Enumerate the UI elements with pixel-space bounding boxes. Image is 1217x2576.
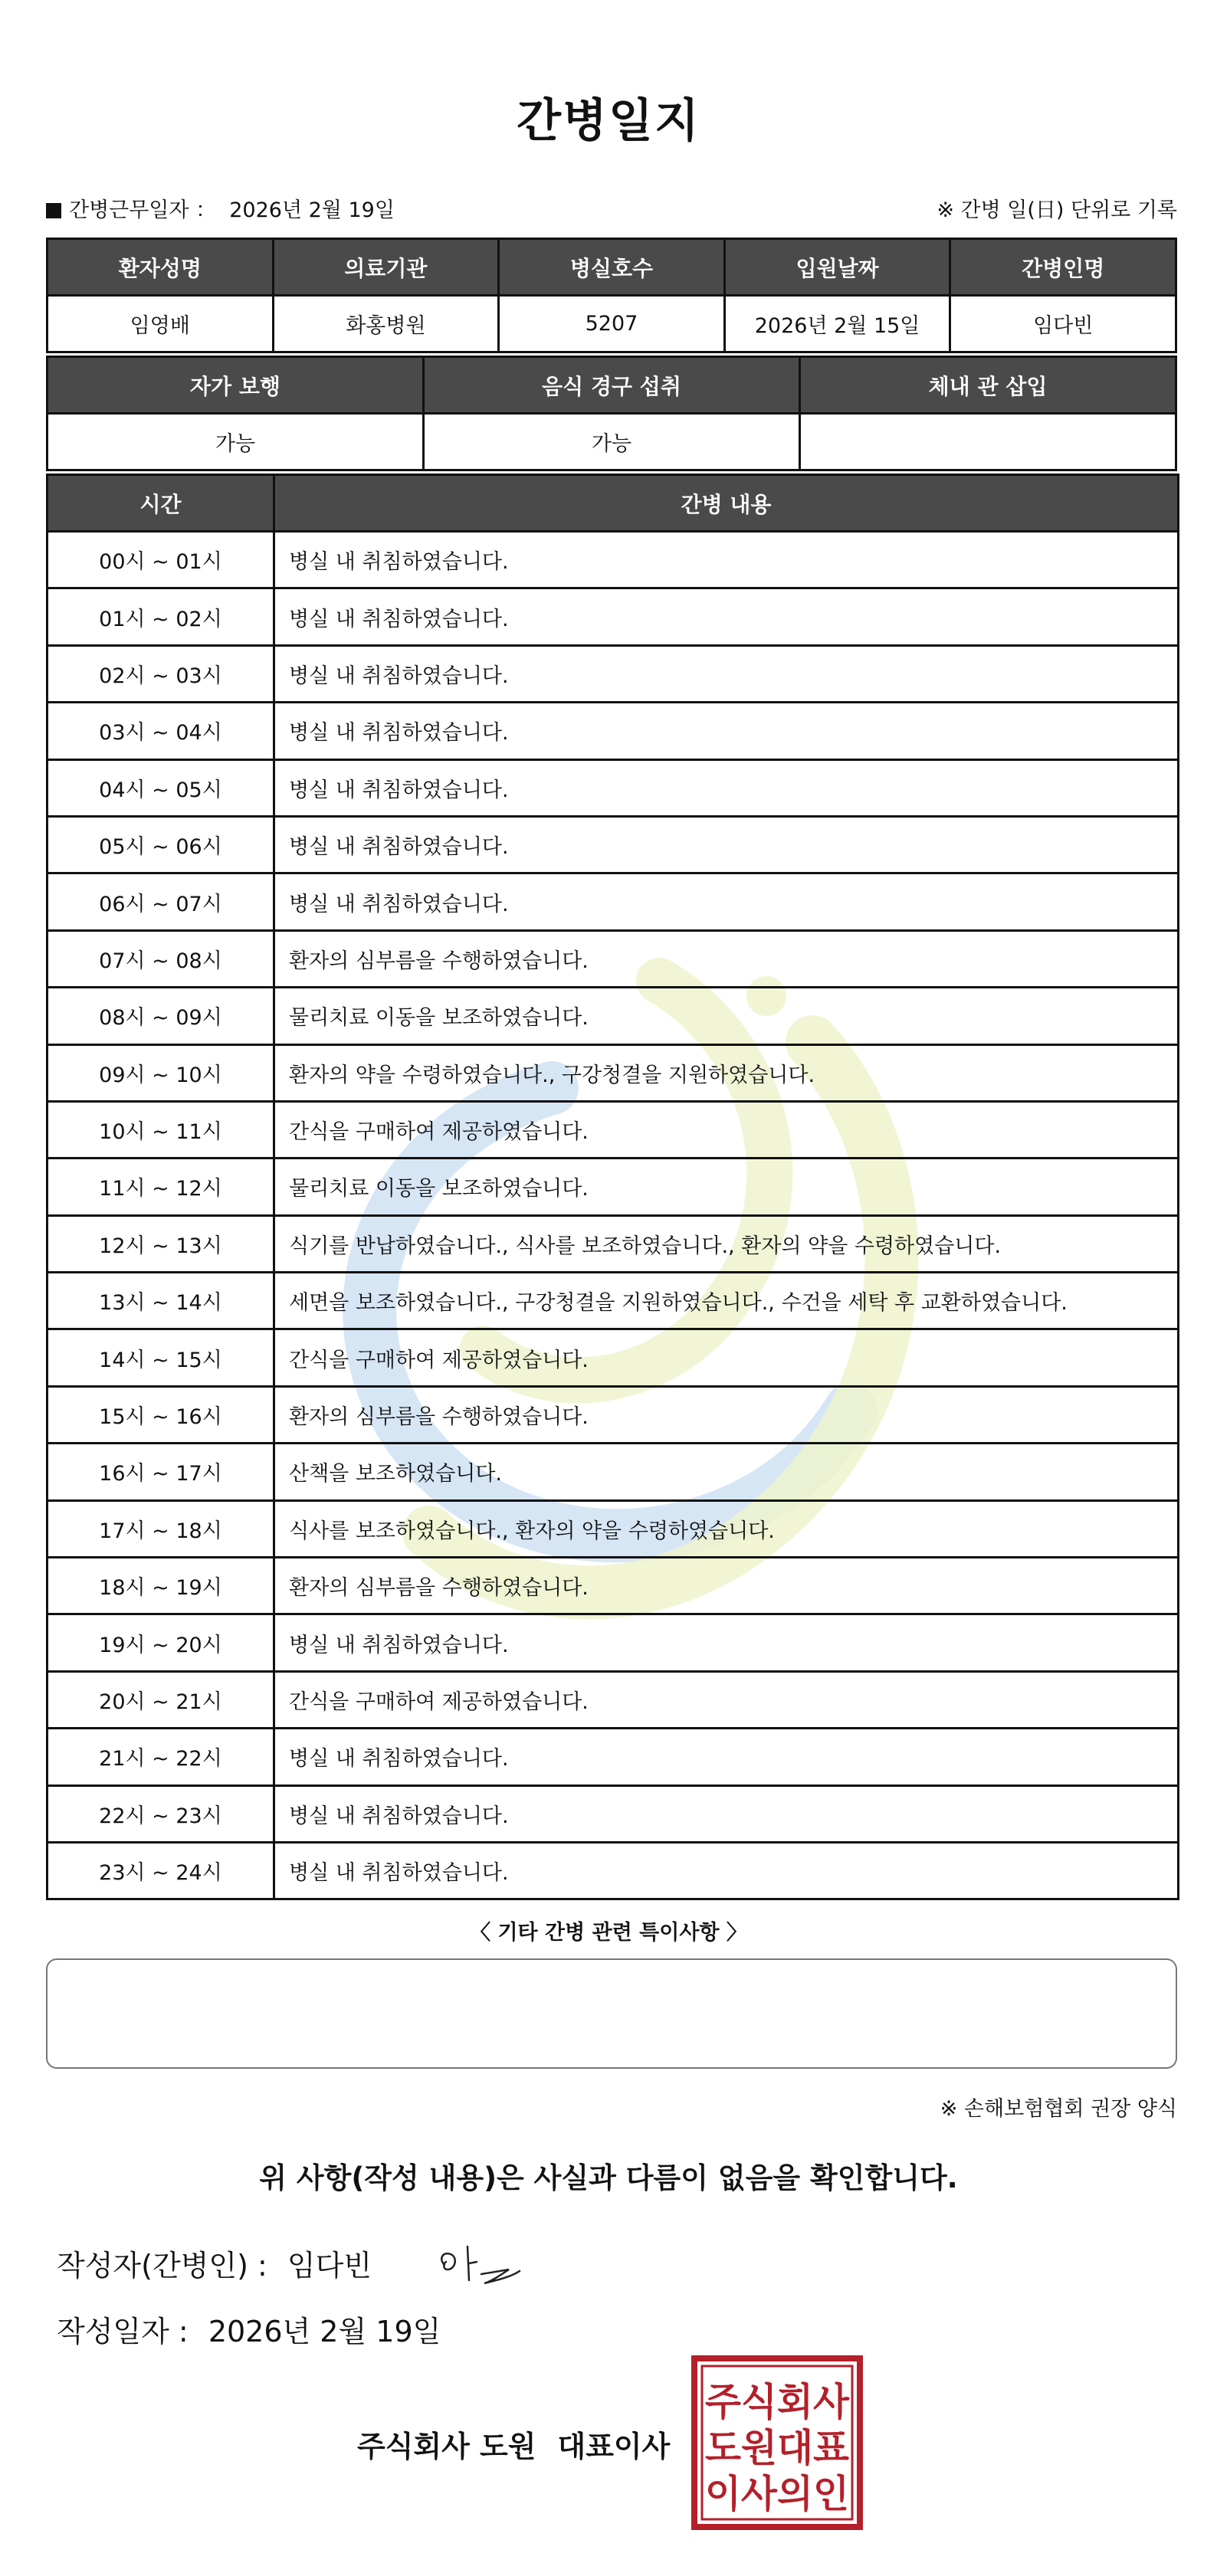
care-log-time: 17시 ~ 18시 [48, 1500, 274, 1557]
care-log-content: 병실 내 취침하였습니다. [274, 816, 1179, 873]
caregiver-name: 임다빈 [950, 296, 1176, 352]
care-log-row [48, 1671, 1179, 1728]
ability-header-row [48, 357, 1176, 414]
recommendation-note: ※ 손해보험협회 권장 양식 [940, 2097, 1177, 2121]
care-log-time: 12시 ~ 13시 [48, 1215, 274, 1272]
company-seal [691, 2355, 863, 2530]
patient-info-table [46, 238, 1177, 353]
care-log-header-row [48, 475, 1179, 532]
care-log-row [48, 816, 1179, 873]
header-self-walking: 자가 보행 [48, 357, 424, 414]
date-label: 작성일자 : [57, 2315, 189, 2348]
care-log-content: 병실 내 취침하였습니다. [274, 645, 1179, 702]
care-log-row [48, 1842, 1179, 1899]
care-log-content: 세면을 보조하였습니다., 구강청결을 지원하였습니다., 수건을 세탁 후 교환하였습니다. [274, 1273, 1179, 1329]
ability-value-row [48, 414, 1176, 470]
care-log-row [48, 1101, 1179, 1158]
admission-date: 2026년 2월 15일 [724, 296, 950, 352]
care-log-time: 10시 ~ 11시 [48, 1101, 274, 1158]
care-log-time: 13시 ~ 14시 [48, 1273, 274, 1329]
care-log-time: 14시 ~ 15시 [48, 1329, 274, 1386]
care-log-body [48, 532, 1179, 1899]
care-log-content: 간식을 구매하여 제공하였습니다. [274, 1101, 1179, 1158]
page-title: 간병일지 [517, 94, 700, 148]
care-log-row [48, 1329, 1179, 1386]
care-log-content: 식사를 보조하였습니다., 환자의 약을 수령하였습니다. [274, 1500, 1179, 1557]
handwritten-signature [434, 2236, 533, 2289]
care-log-row [48, 703, 1179, 759]
care-log-row [48, 1044, 1179, 1101]
care-log-content: 환자의 심부름을 수행하였습니다. [274, 1558, 1179, 1614]
care-log-time: 18시 ~ 19시 [48, 1558, 274, 1614]
care-log-time: 21시 ~ 22시 [48, 1729, 274, 1785]
care-log-row [48, 873, 1179, 930]
care-log-time: 23시 ~ 24시 [48, 1842, 274, 1899]
care-log-content: 병실 내 취침하였습니다. [274, 703, 1179, 759]
care-log-time: 00시 ~ 01시 [48, 532, 274, 588]
care-log-content: 물리치료 이동을 보조하였습니다. [274, 988, 1179, 1044]
room-number: 5207 [499, 296, 725, 352]
patient-name: 임영배 [48, 296, 274, 352]
writer-name: 임다빈 [287, 2249, 372, 2283]
care-log-row [48, 988, 1179, 1044]
care-log-row [48, 1614, 1179, 1671]
care-log-time: 03시 ~ 04시 [48, 703, 274, 759]
care-log-content: 환자의 약을 수령하였습니다., 구강청결을 지원하였습니다. [274, 1044, 1179, 1101]
header-admission-date: 입원날짜 [724, 239, 950, 296]
oral-intake-value: 가능 [424, 414, 800, 470]
care-log-time: 01시 ~ 02시 [48, 588, 274, 645]
writer-line [57, 2242, 372, 2284]
care-log-row [48, 1500, 1179, 1557]
date-value: 2026년 2월 19일 [208, 2315, 441, 2348]
confirmation-statement: 위 사항(작성 내용)은 사실과 다름이 없음을 확인합니다. [259, 2161, 958, 2194]
care-log-time: 04시 ~ 05시 [48, 759, 274, 816]
square-bullet-icon [46, 203, 61, 218]
care-log-row [48, 759, 1179, 816]
care-log-time: 05시 ~ 06시 [48, 816, 274, 873]
care-log-table [46, 474, 1179, 1900]
company-name: 주식회사 도원 [357, 2430, 536, 2463]
care-log-row [48, 1444, 1179, 1500]
care-log-content: 간식을 구매하여 제공하였습니다. [274, 1671, 1179, 1728]
header-patient-name: 환자성명 [48, 239, 274, 296]
care-log-time: 15시 ~ 16시 [48, 1386, 274, 1443]
company-line [357, 2423, 670, 2465]
care-log-time: 02시 ~ 03시 [48, 645, 274, 702]
care-log-content: 병실 내 취침하였습니다. [274, 588, 1179, 645]
header-room-number: 병실호수 [499, 239, 725, 296]
care-log-time: 07시 ~ 08시 [48, 930, 274, 987]
care-log-content: 환자의 심부름을 수행하였습니다. [274, 1386, 1179, 1443]
header-caregiver-name: 간병인명 [950, 239, 1176, 296]
header-hospital: 의료기관 [273, 239, 499, 296]
date-line [57, 2308, 441, 2350]
care-log-row [48, 1215, 1179, 1272]
care-log-row [48, 645, 1179, 702]
tube-insertion-value [800, 414, 1176, 470]
care-log-row [48, 1159, 1179, 1215]
care-log-content: 산책을 보조하였습니다. [274, 1444, 1179, 1500]
care-log-content: 물리치료 이동을 보조하였습니다. [274, 1159, 1179, 1215]
care-log-time: 06시 ~ 07시 [48, 873, 274, 930]
care-log-content: 병실 내 취침하였습니다. [274, 759, 1179, 816]
work-date-value: 2026년 2월 19일 [229, 198, 395, 222]
svg-text:도원대표: 도원대표 [705, 2426, 850, 2470]
care-log-content: 병실 내 취침하였습니다. [274, 1842, 1179, 1899]
writer-label: 작성자(간병인) : [57, 2249, 267, 2283]
svg-text:이사의인: 이사의인 [705, 2472, 849, 2516]
company-representative-title: 대표이사 [557, 2430, 671, 2463]
patient-info-value-row [48, 296, 1176, 352]
svg-text:주식회사: 주식회사 [705, 2380, 850, 2424]
care-log-content: 간식을 구매하여 제공하였습니다. [274, 1329, 1179, 1386]
care-log-row [48, 1273, 1179, 1329]
special-notes-title: 〈 기타 간병 관련 특이사항 〉 [470, 1921, 747, 1945]
care-log-content: 병실 내 취침하였습니다. [274, 1785, 1179, 1842]
special-notes-box [46, 1958, 1177, 2069]
care-log-row [48, 1558, 1179, 1614]
hospital-name: 화홍병원 [273, 296, 499, 352]
care-log-time: 11시 ~ 12시 [48, 1159, 274, 1215]
care-log-time: 20시 ~ 21시 [48, 1671, 274, 1728]
header-oral-intake: 음식 경구 섭취 [424, 357, 800, 414]
work-date [46, 193, 395, 223]
patient-ability-table [46, 356, 1177, 471]
header-tube-insertion: 체내 관 삽입 [800, 357, 1176, 414]
care-log-row [48, 930, 1179, 987]
care-log-row [48, 1729, 1179, 1785]
care-log-time: 08시 ~ 09시 [48, 988, 274, 1044]
work-date-label: 간병근무일자 ： [69, 198, 217, 222]
care-log-time: 09시 ~ 10시 [48, 1044, 274, 1101]
care-log-row [48, 588, 1179, 645]
care-log-row [48, 1785, 1179, 1842]
care-log-time: 19시 ~ 20시 [48, 1614, 274, 1671]
meta-row [46, 193, 1177, 224]
care-log-time: 16시 ~ 17시 [48, 1444, 274, 1500]
care-log-content: 병실 내 취침하였습니다. [274, 532, 1179, 588]
header-care-content: 간병 내용 [274, 475, 1179, 532]
care-log-content: 병실 내 취침하였습니다. [274, 1729, 1179, 1785]
header-time: 시간 [48, 475, 274, 532]
self-walking-value: 가능 [48, 414, 424, 470]
care-log-row [48, 532, 1179, 588]
care-log-row [48, 1386, 1179, 1443]
patient-info-header-row [48, 239, 1176, 296]
care-log-content: 환자의 심부름을 수행하였습니다. [274, 930, 1179, 987]
care-log-content: 식기를 반납하였습니다., 식사를 보조하였습니다., 환자의 약을 수령하였습니다. [274, 1215, 1179, 1272]
care-log-content: 병실 내 취침하였습니다. [274, 873, 1179, 930]
care-log-content: 병실 내 취침하였습니다. [274, 1614, 1179, 1671]
care-log-time: 22시 ~ 23시 [48, 1785, 274, 1842]
record-unit-note: ※ 간병 일(日) 단위로 기록 [937, 198, 1177, 222]
